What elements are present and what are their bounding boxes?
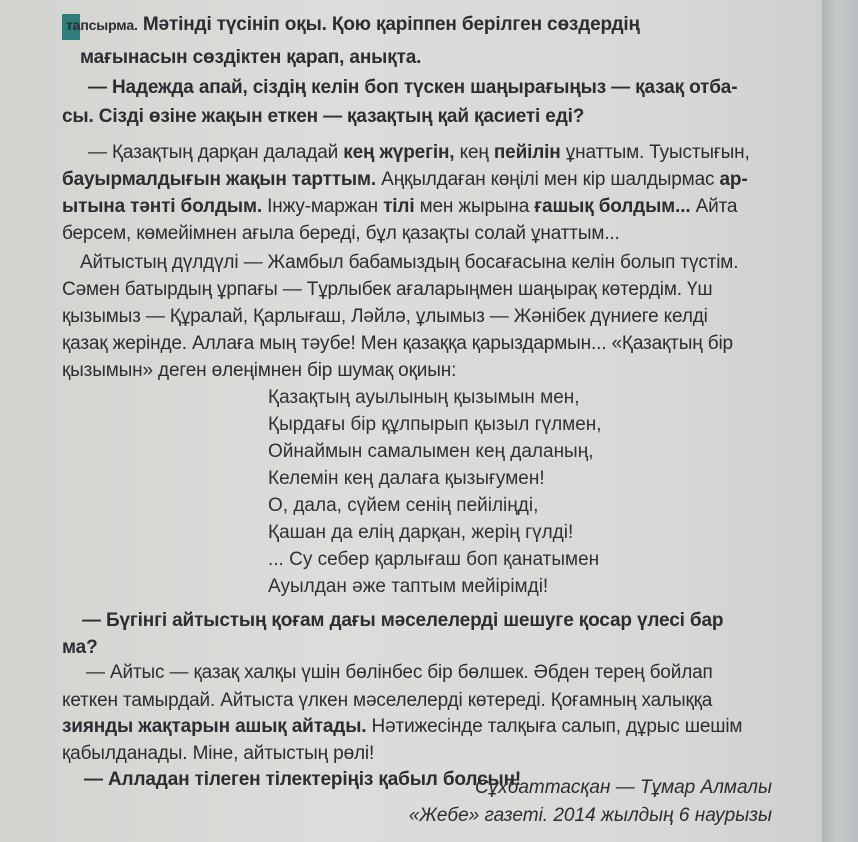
answer-1-line-4: берсем, көмейімнен ағыла береді, бұл қазақты солай ұнаттым... xyxy=(62,223,620,244)
answer-2-line-3 xyxy=(62,714,782,740)
question-2-line-1: — Бүгінгі айтыстың қоғам дағы мәселелерді шешуге қосар үлесі бар xyxy=(82,610,724,631)
text-fragment: мен жырына xyxy=(414,196,535,217)
bold-term: ытына тәнті болдым. xyxy=(62,196,262,217)
text-fragment: ұнаттым. Туыстығын, xyxy=(560,142,750,163)
answer-2-line-4: қабылданады. Міне, айтыстың рөлі! xyxy=(62,743,375,764)
poem-line: Ауылдан әже таптым мейірімді! xyxy=(268,576,549,597)
text-fragment: Айта xyxy=(690,196,738,217)
question-1-line-1: — Надежда апай, сіздің келін боп түскен шаңырағыңыз — қазақ отба- xyxy=(88,77,738,98)
poem-line: ... Су себер қарлығаш боп қанатымен xyxy=(268,549,600,570)
bold-term: бауырмалдығын жақын тарттым. xyxy=(62,169,377,190)
question-1-line-2: сы. Сізді өзіне жақын еткен — қазақтың қай қасиеті еді? xyxy=(62,106,585,127)
poem-line: Қырдағы бір құлпырып қызыл гүлмен, xyxy=(268,414,602,435)
bold-term: зиянды жақтарын ашық айтады. xyxy=(62,716,367,737)
answer-1-line-7: қызымыз — Құралай, Қарлығаш, Ләйлә, ұлымыз — Жәнібек дүниеге келді xyxy=(62,306,708,327)
answer-1-line-8: қазақ жерінде. Аллаға мың тәубе! Мен қазаққа қарыздармын... «Қазақтың бір xyxy=(62,333,733,354)
answer-1-line-5: Айтыстың дүлдүлі — Жамбыл бабамыздың босағасына келін болып түстім. xyxy=(80,252,739,273)
question-2-line-2: ма? xyxy=(62,637,98,658)
source-credit: «Жебе» газеті. 2014 жылдың 6 наурызы xyxy=(408,805,772,826)
task-label: тапсырма. xyxy=(66,17,138,33)
task-instruction-cont: мағынасын сөздіктен қарап, анықта. xyxy=(80,47,422,68)
closing-line: — Алладан тілеген тілектеріңіз қабыл болсын! xyxy=(84,769,522,790)
answer-1-line-1 xyxy=(88,140,808,166)
text-fragment: — Қазақтың дарқан даладай xyxy=(88,142,344,163)
answer-1-line-3 xyxy=(62,194,782,220)
interviewer-credit: Сұхбаттасқан — Тұмар Алмалы xyxy=(474,777,772,798)
text-fragment: Інжу-маржан xyxy=(262,196,384,217)
poem-line: Қашан да елің дарқан, жерің гүлді! xyxy=(268,522,574,543)
poem-line: Ойнаймын самалымен кең даланың, xyxy=(268,441,594,462)
answer-1-line-2 xyxy=(62,167,782,193)
text-fragment: кең xyxy=(454,142,494,163)
poem-line: Келемін кең далаға қызығумен! xyxy=(268,468,545,489)
task-intro: Мәтінді түсініп оқы. Қою қаріппен берілген сөздердің xyxy=(137,14,640,35)
answer-2-line-2: кеткен тамырдай. Айтыста үлкен мәселелерді көтереді. Қоғамның халыққа xyxy=(62,690,713,711)
bold-term: ғашық болдым... xyxy=(534,196,691,217)
poem-line: Қазақтың ауылының қызымын мен, xyxy=(268,387,580,408)
bold-term: пейілін xyxy=(493,142,561,163)
answer-1-line-9: қызымын» деген өлеңімнен бір шумақ оқиын: xyxy=(62,360,457,381)
text-fragment: Аңқылдаған көңілі мен кір шалдырмас xyxy=(376,169,720,190)
bold-term: кең жүрегін, xyxy=(343,142,455,163)
bold-term: тілі xyxy=(383,196,415,217)
task-instruction xyxy=(66,12,786,38)
poem-line: О, дала, сүйем сенің пейіліңді, xyxy=(268,495,539,516)
answer-1-line-6: Сәмен батырдың ұрпағы — Тұрлыбек ағаларыңмен шаңырақ көтердім. Үш xyxy=(62,279,713,300)
bold-term: ар- xyxy=(719,169,748,190)
text-fragment: Нәтижесінде талқыға салып, дұрыс шешім xyxy=(366,716,743,737)
answer-2-line-1: — Айтыс — қазақ халқы үшін бөлінбес бір бөлшек. Әбден терең бойлап xyxy=(86,662,713,683)
page-edge xyxy=(822,0,858,842)
